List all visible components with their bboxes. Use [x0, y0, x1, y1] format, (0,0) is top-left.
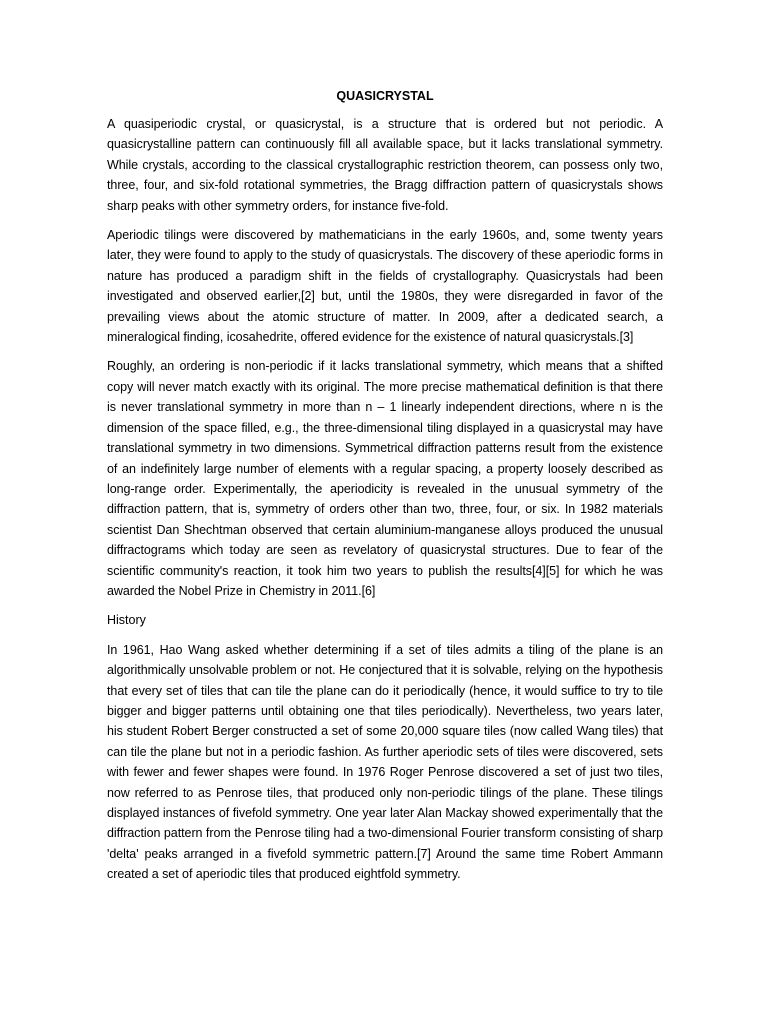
section-heading-history: History	[107, 613, 146, 628]
document-page	[107, 86, 663, 894]
document-title: QUASICRYSTAL	[336, 89, 434, 103]
paragraph-intro: A quasiperiodic crystal, or quasicrystal, is a structure that is ordered but not periodic. A quasicrystalline pattern can continuously fill all available space, but it lacks translational symmetry. While crystals, according to the classical crystallographic restriction theorem, can possess only two, three, four, and six-fold rotational symmetries, the Bragg diffraction pattern of quasicrystals shows sharp peaks with other symmetry orders, for instance five-fold.	[107, 117, 663, 213]
paragraph-non-periodic-ordering: Roughly, an ordering is non-periodic if it lacks translational symmetry, which means that a shifted copy will never match exactly with its original. The more precise mathematical definition is that there is never translational symmetry in more than n – 1 linearly independent directions, where n is the dimension of the space filled, e.g., the three-dimensional tiling displayed in a quasicrystal may have translational symmetry in two dimensions. Symmetrical diffraction patterns result from the existence of an indefinitely large number of elements with a regular spacing, a property loosely described as long-range order. Experimentally, the aperiodicity is revealed in the unusual symmetry of the diffraction pattern, that is, symmetry of orders other than two, three, four, or six. In 1982 materials scientist Dan Shechtman observed that certain aluminium-manganese alloys produced the unusual diffractograms which today are seen as revelatory of quasicrystal structures. Due to fear of the scientific community's reaction, it took him two years to publish the results[4][5] for which he was awarded the Nobel Prize in Chemistry in 2011.[6]	[107, 359, 663, 598]
paragraph-aperiodic-tilings: Aperiodic tilings were discovered by mathematicians in the early 1960s, and, some twenty years later, they were found to apply to the study of quasicrystals. The discovery of these aperiodic forms in nature has produced a paradigm shift in the fields of crystallography. Quasicrystals had been investigated and observed earlier,[2] but, until the 1980s, they were disregarded in favor of the prevailing views about the atomic structure of matter. In 2009, after a dedicated search, a mineralogical finding, icosahedrite, offered evidence for the existence of natural quasicrystals.[3]	[107, 228, 663, 345]
paragraph-history: In 1961, Hao Wang asked whether determining if a set of tiles admits a tiling of the plane is an algorithmically unsolvable problem or not. He conjectured that it is solvable, relying on the hypothesis that every set of tiles that can tile the plane can do it periodically (hence, it would suffice to try to tile bigger and bigger patterns until obtaining one that tiles periodically). Nevertheless, two years later, his student Robert Berger constructed a set of some 20,000 square tiles (now called Wang tiles) that can tile the plane but not in a periodic fashion. As further aperiodic sets of tiles were discovered, sets with fewer and fewer shapes were found. In 1976 Roger Penrose discovered a set of just two tiles, now referred to as Penrose tiles, that produced only non-periodic tilings of the plane. These tilings displayed instances of fivefold symmetry. One year later Alan Mackay showed experimentally that the diffraction pattern from the Penrose tiling had a two-dimensional Fourier transform consisting of sharp 'delta' peaks arranged in a fivefold symmetric pattern.[7] Around the same time Robert Ammann created a set of aperiodic tiles that produced eightfold symmetry.	[107, 642, 663, 882]
